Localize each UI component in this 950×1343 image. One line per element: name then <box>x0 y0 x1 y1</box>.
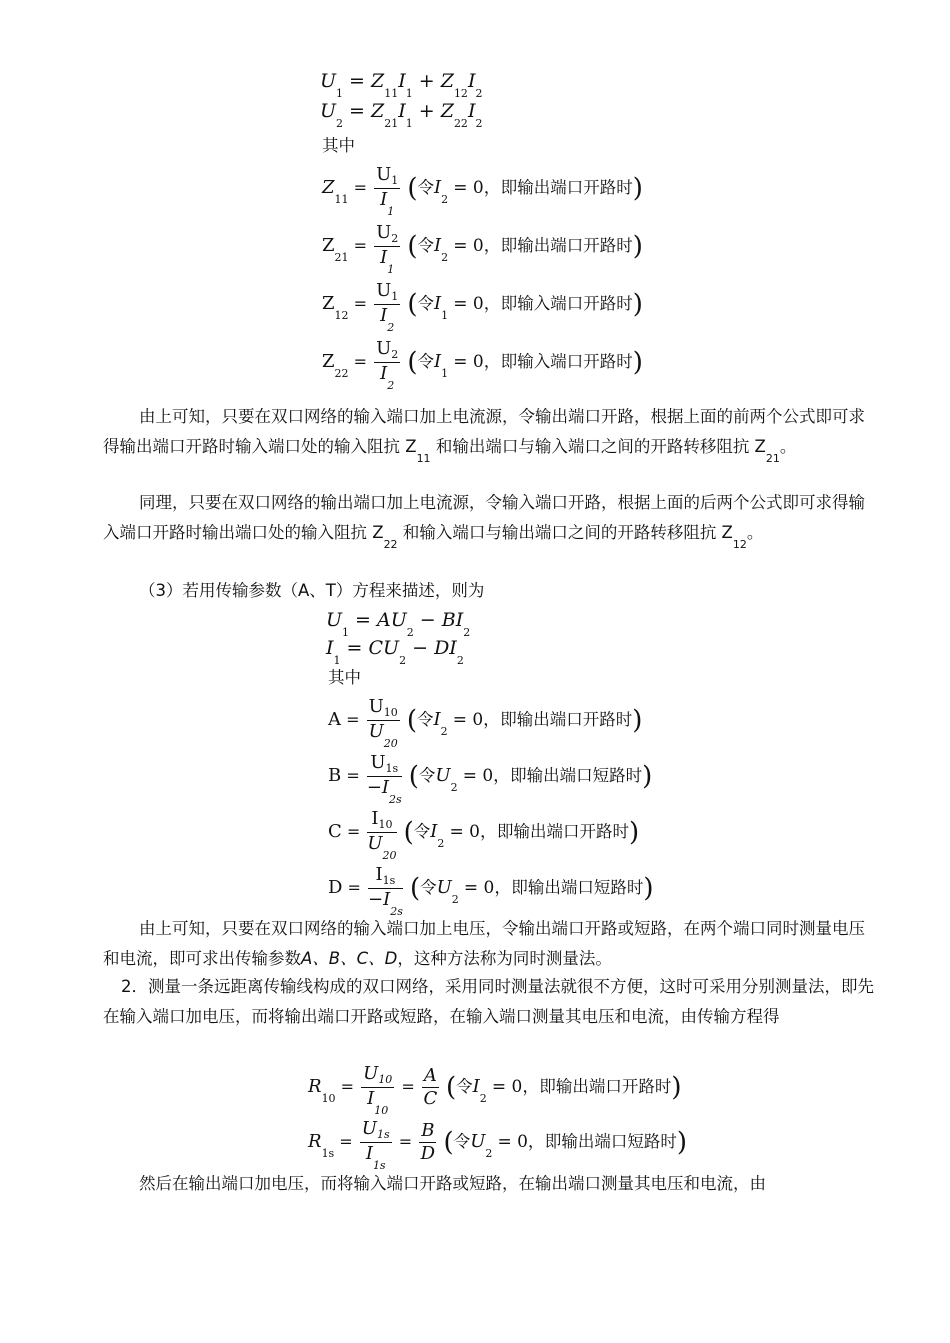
z11-definition: $Z_{11}$ = $\frac{U_1}{I_1}$ (令$I_2 = 0$，即输出端口开路时) <box>322 164 643 218</box>
d-definition: D = $\frac{I_{1s}}{-I_{2s}}$ (令$U_2 = 0$，即输出端口短路时) <box>328 864 654 918</box>
z-equation-2: $U_2 = Z_{21}I_1 + Z_{22}I_2$ <box>320 100 483 130</box>
r10-equation: $R_{10}$ = $\frac{U_{10}}{I_{10}}$ = $\frac{A}{C}$ (令$I_2 = 0$，即输出端口开路时) <box>308 1063 682 1117</box>
t-equation-1: $U_1 = AU_2 - BI_2$ <box>326 609 471 639</box>
a-definition: A = $\frac{U_{10}}{U_{20}}$ (令$I_2 = 0$，即输出端口开路时) <box>328 696 643 750</box>
b-definition: B = $\frac{U_{1s}}{-I_{2s}}$ (令$U_2 = 0$，即输出端口短路时) <box>328 752 653 806</box>
z-equation-1: $U_1 = Z_{11}I_1 + Z_{12}I_2$ <box>320 70 483 100</box>
c-definition: C = $\frac{I_{10}}{U_{20}}$ (令$I_2 = 0$，即输出端口开路时) <box>328 808 640 862</box>
paragraph-item-2: 2．测量一条远距离传输线构成的双口网络，采用同时测量法就很不方便，这时可采用分别测量法，即先在输入端口加电压，而将输出端口开路或短路，在输入端口测量其电压和电流，由传输方程得 <box>103 977 874 1026</box>
z22-definition: $Z_{22}$ = $\frac{U_2}{I_2}$ (令$I_1 = 0$，即输入端口开路时) <box>322 338 643 392</box>
where-label-2: 其中 <box>328 668 361 687</box>
where-label-1: 其中 <box>322 136 355 155</box>
z12-definition: $Z_{12}$ = $\frac{U_1}{I_2}$ (令$I_1 = 0$，即输入端口开路时) <box>322 280 643 334</box>
section-3-heading: （3）若用传输参数（A、T）方程来描述，则为 <box>139 581 485 600</box>
paragraph-z-output: 同理，只要在双口网络的输出端口加上电流源，令输入端口开路，根据上面的后两个公式即可求得输入端口开路时输出端口处的输入阻抗 $Z_{22}$ 和输入端口与输出端口之间的开路转移阻抗 $Z_{12}$。 <box>103 493 865 551</box>
paragraph-output-measure: 然后在输出端口加电压，而将输入端口开路或短路，在输出端口测量其电压和电流，由 <box>139 1174 766 1193</box>
t-equation-2: $I_1 = CU_2 - DI_2$ <box>326 637 464 667</box>
z21-definition: $Z_{21}$ = $\frac{U_2}{I_1}$ (令$I_2 = 0$，即输出端口开路时) <box>322 222 643 276</box>
r1s-equation: $R_{1s}$ = $\frac{U_{1s}}{I_{1s}}$ = $\frac{B}{D}$ (令$U_2 = 0$，即输出端口短路时) <box>308 1118 688 1172</box>
paragraph-simultaneous: 由上可知，只要在双口网络的输入端口加上电压，令输出端口开路或短路，在两个端口同时测量电压和电流，即可求出传输参数A、B、C、D，这种方法称为同时测量法。 <box>103 919 865 968</box>
paragraph-z-input: 由上可知，只要在双口网络的输入端口加上电流源，令输出端口开路，根据上面的前两个公式即可求得输出端口开路时输入端口处的输入阻抗 $Z_{11}$ 和输出端口与输入端口之间的开路转移阻抗 $Z_{21}$。 <box>103 407 865 465</box>
